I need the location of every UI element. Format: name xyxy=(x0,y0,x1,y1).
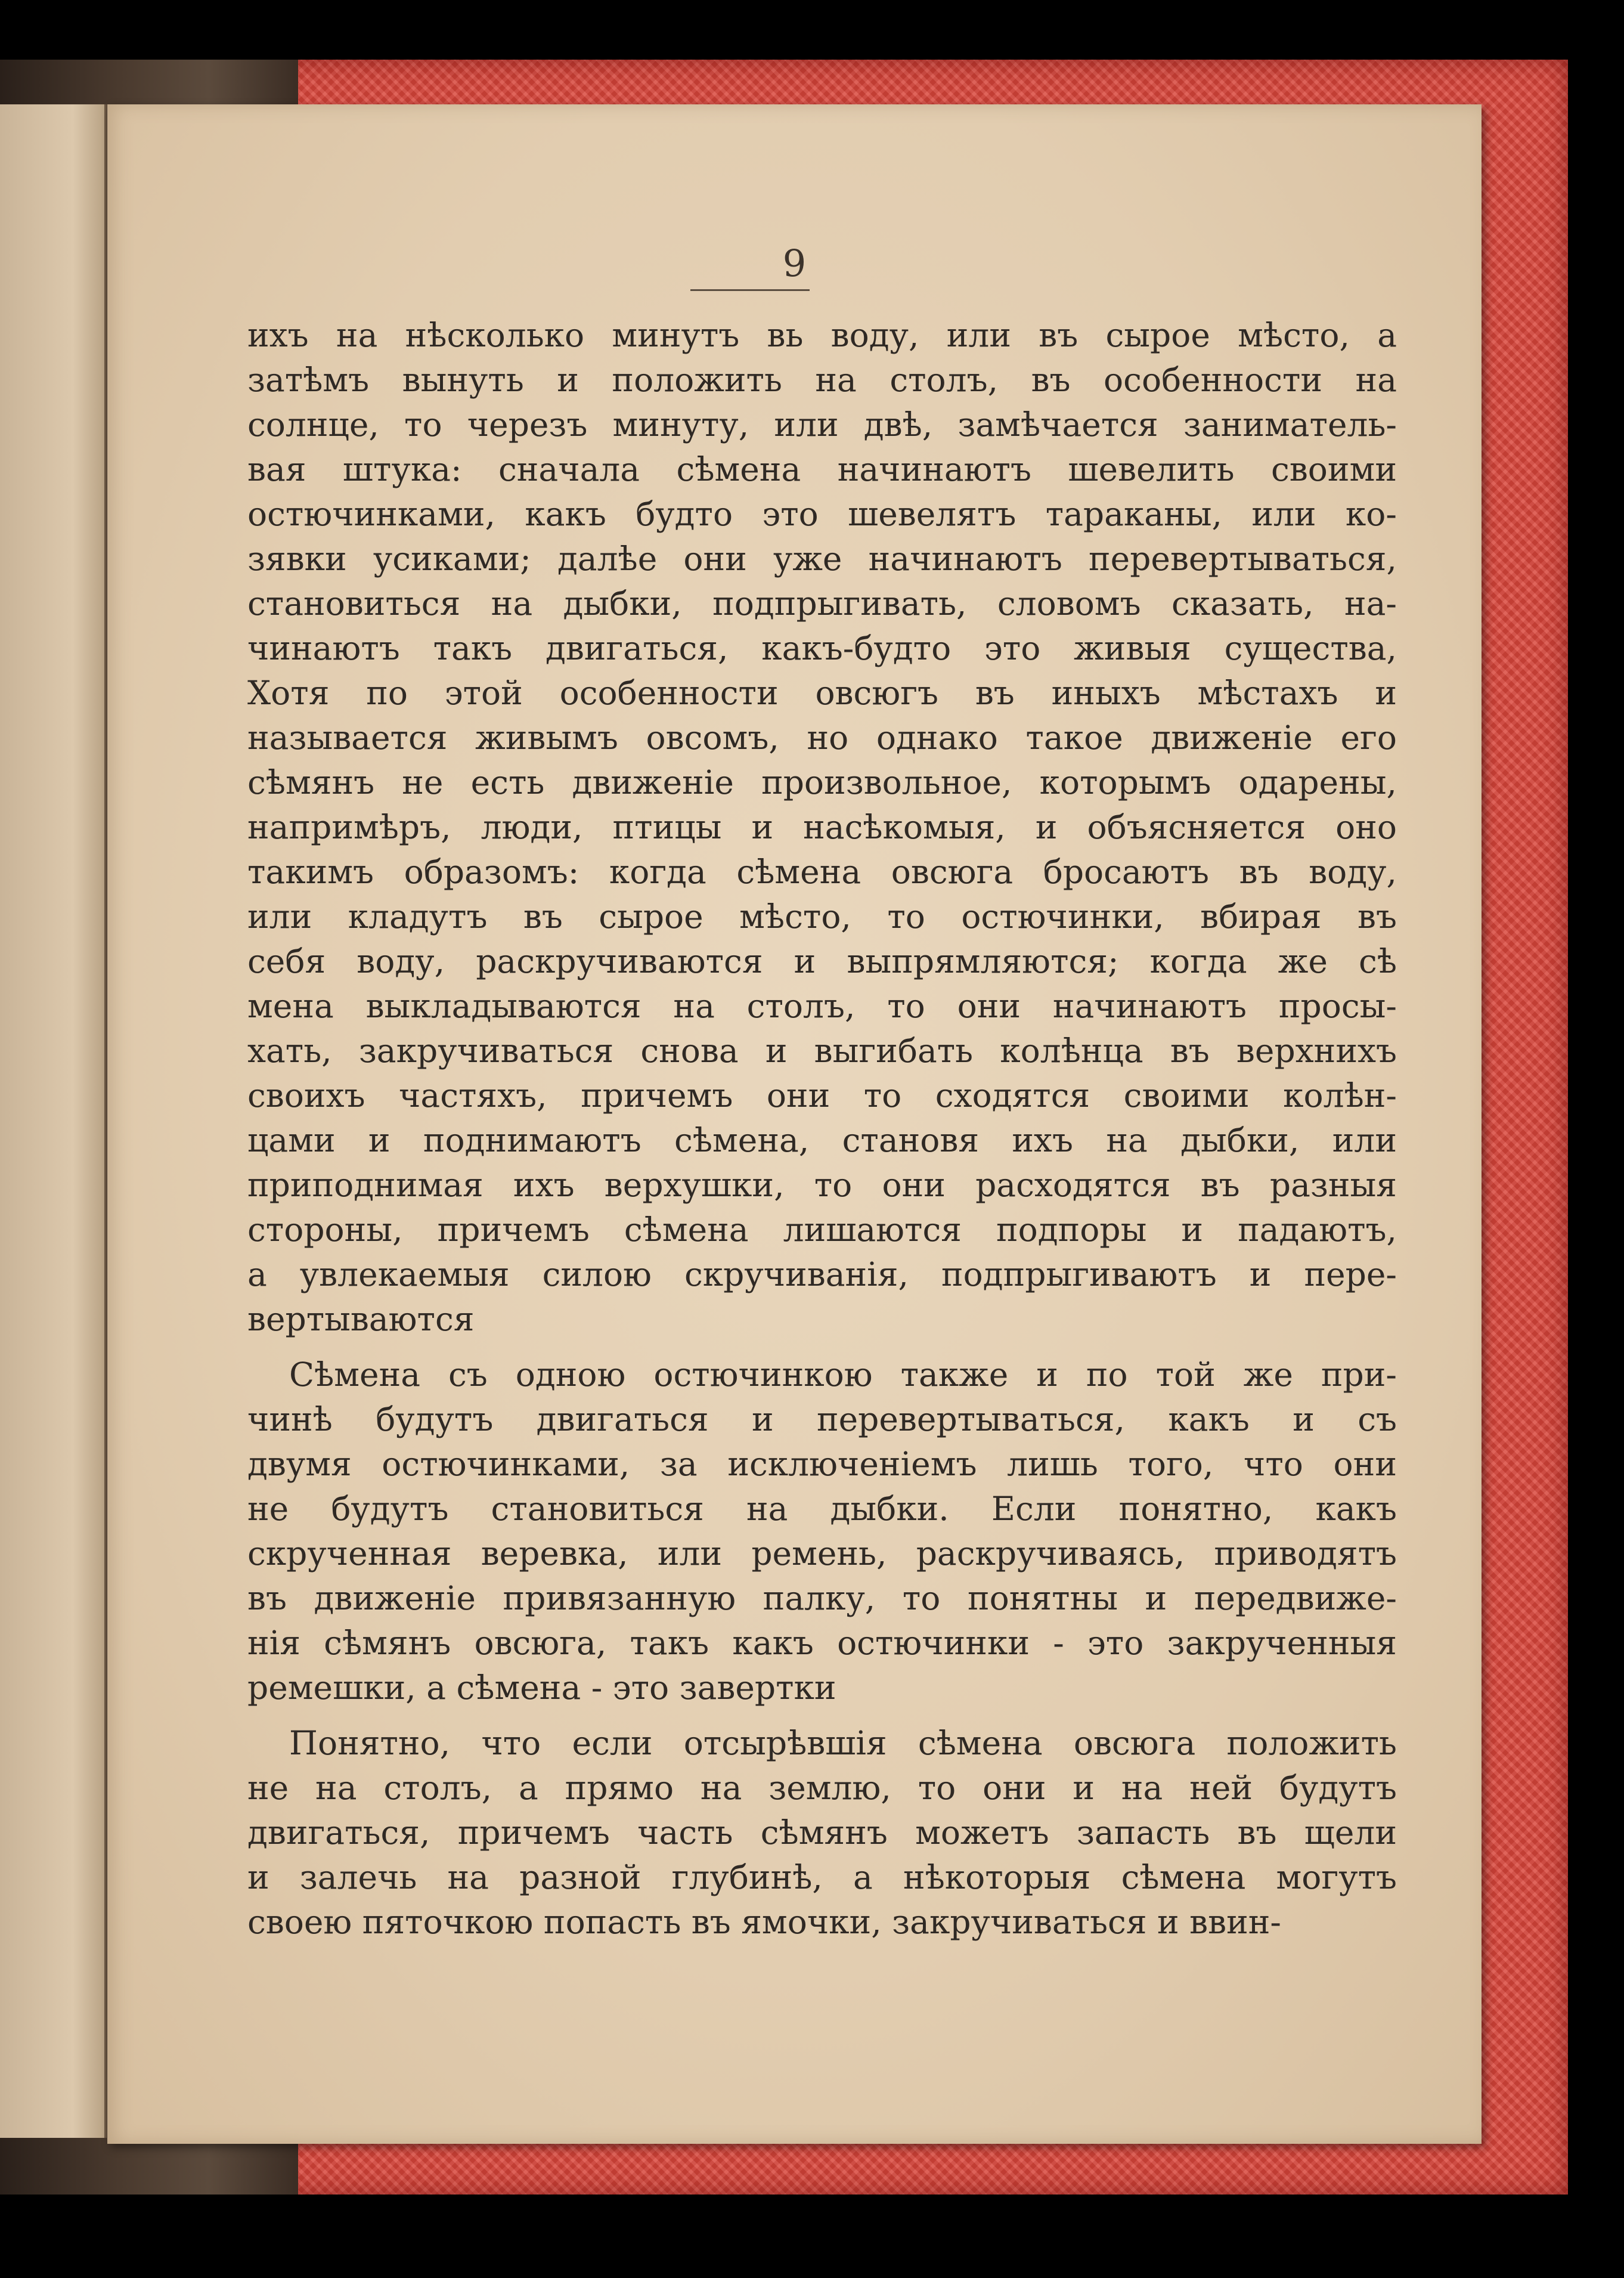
text-line: себя воду, раскручиваются и выпрямляются; когда же сѣ xyxy=(247,942,1397,980)
text-line: двигаться, причемъ часть сѣмянъ можетъ запасть въ щели xyxy=(247,1813,1397,1852)
paragraph-gap xyxy=(247,1710,1397,1721)
text-line: не будутъ становиться на дыбки. Если понятно, какъ xyxy=(247,1490,1397,1528)
text-line: Сѣмена съ одною остючинкою также и по той же при- xyxy=(289,1355,1397,1394)
text-line: своихъ частяхъ, причемъ они то сходятся своими колѣн- xyxy=(247,1076,1397,1115)
page-text xyxy=(247,313,1397,1945)
text-line: Понятно, что если отсырѣвшія сѣмена овсюга положить xyxy=(289,1724,1397,1762)
text-line: становиться на дыбки, подпрыгивать, словомъ сказать, на- xyxy=(247,584,1397,623)
text-line: Хотя по этой особенности овсюгъ въ иныхъ мѣстахъ и xyxy=(247,674,1397,712)
text-line: вертываются xyxy=(247,1300,475,1338)
text-line: вая штука: сначала сѣмена начинаютъ шевелить своими xyxy=(247,450,1397,488)
paragraph xyxy=(247,1352,1397,1710)
text-line: приподнимая ихъ верхушки, то они расходятся въ разныя xyxy=(247,1166,1397,1204)
text-line: чинѣ будутъ двигаться и перевертываться, какъ и съ xyxy=(247,1400,1397,1438)
text-line: въ движеніе привязанную палку, то понятны и передвиже- xyxy=(247,1579,1397,1617)
text-line: своею пяточкою попасть въ ямочки, закручиваться и ввин- xyxy=(247,1903,1282,1941)
book-page xyxy=(107,104,1482,2144)
text-line: ремешки, а сѣмена - это завертки xyxy=(247,1669,836,1707)
text-line: затѣмъ вынуть и положить на столъ, въ особенности на xyxy=(247,361,1397,399)
text-line: мена выкладываются на столъ, то они начинаютъ просы- xyxy=(247,987,1397,1025)
text-line: называется живымъ овсомъ, но однако такое движеніе его xyxy=(247,719,1397,757)
text-line: сѣмянъ не есть движеніе произвольное, которымъ одарены, xyxy=(247,763,1397,801)
text-line: солнце, то черезъ минуту, или двѣ, замѣчается заниматель- xyxy=(247,406,1397,444)
paragraph xyxy=(247,1721,1397,1945)
text-line: не на столъ, а прямо на землю, то они и на ней будутъ xyxy=(247,1769,1397,1807)
text-line: или кладутъ въ сырое мѣсто, то остючинки, вбирая въ xyxy=(247,897,1397,936)
paragraph-gap xyxy=(247,1342,1397,1352)
text-line: чинаютъ такъ двигаться, какъ-будто это живыя существа, xyxy=(247,629,1397,667)
text-line: хать, закручиваться снова и выгибать колѣнца въ верхнихъ xyxy=(247,1032,1397,1070)
text-line: ихъ на нѣсколько минутъ вь воду, или въ сырое мѣсто, а xyxy=(247,316,1397,354)
text-line: такимъ образомъ: когда сѣмена овсюга бросаютъ въ воду, xyxy=(247,853,1397,891)
text-line: зявки усиками; далѣе они уже начинаютъ перевертываться, xyxy=(247,540,1397,578)
paragraph xyxy=(247,313,1397,1342)
text-line: нія сѣмянъ овсюга, такъ какъ остючинки - это закрученныя xyxy=(247,1624,1397,1662)
text-line: напримѣръ, люди, птицы и насѣкомыя, и объясняется оно xyxy=(247,808,1397,846)
text-line: остючинками, какъ будто это шевелятъ тараканы, или ко- xyxy=(247,495,1397,533)
text-line: и залечь на разной глубинѣ, а нѣкоторыя сѣмена могутъ xyxy=(247,1858,1397,1896)
text-line: цами и поднимаютъ сѣмена, становя ихъ на дыбки, или xyxy=(247,1121,1397,1159)
page-number: 9 xyxy=(782,242,807,285)
text-line: скрученная веревка, или ремень, раскручиваясь, приводятъ xyxy=(247,1534,1397,1573)
text-line: стороны, причемъ сѣмена лишаются подпоры и падаютъ, xyxy=(247,1211,1397,1249)
page-number-rule xyxy=(690,289,810,291)
text-line: а увлекаемыя силою скручиванія, подпрыгиваютъ и пере- xyxy=(247,1255,1397,1293)
text-line: двумя остючинками, за исключеніемъ лишь того, что они xyxy=(247,1445,1397,1483)
previous-page-edge xyxy=(0,104,107,2138)
